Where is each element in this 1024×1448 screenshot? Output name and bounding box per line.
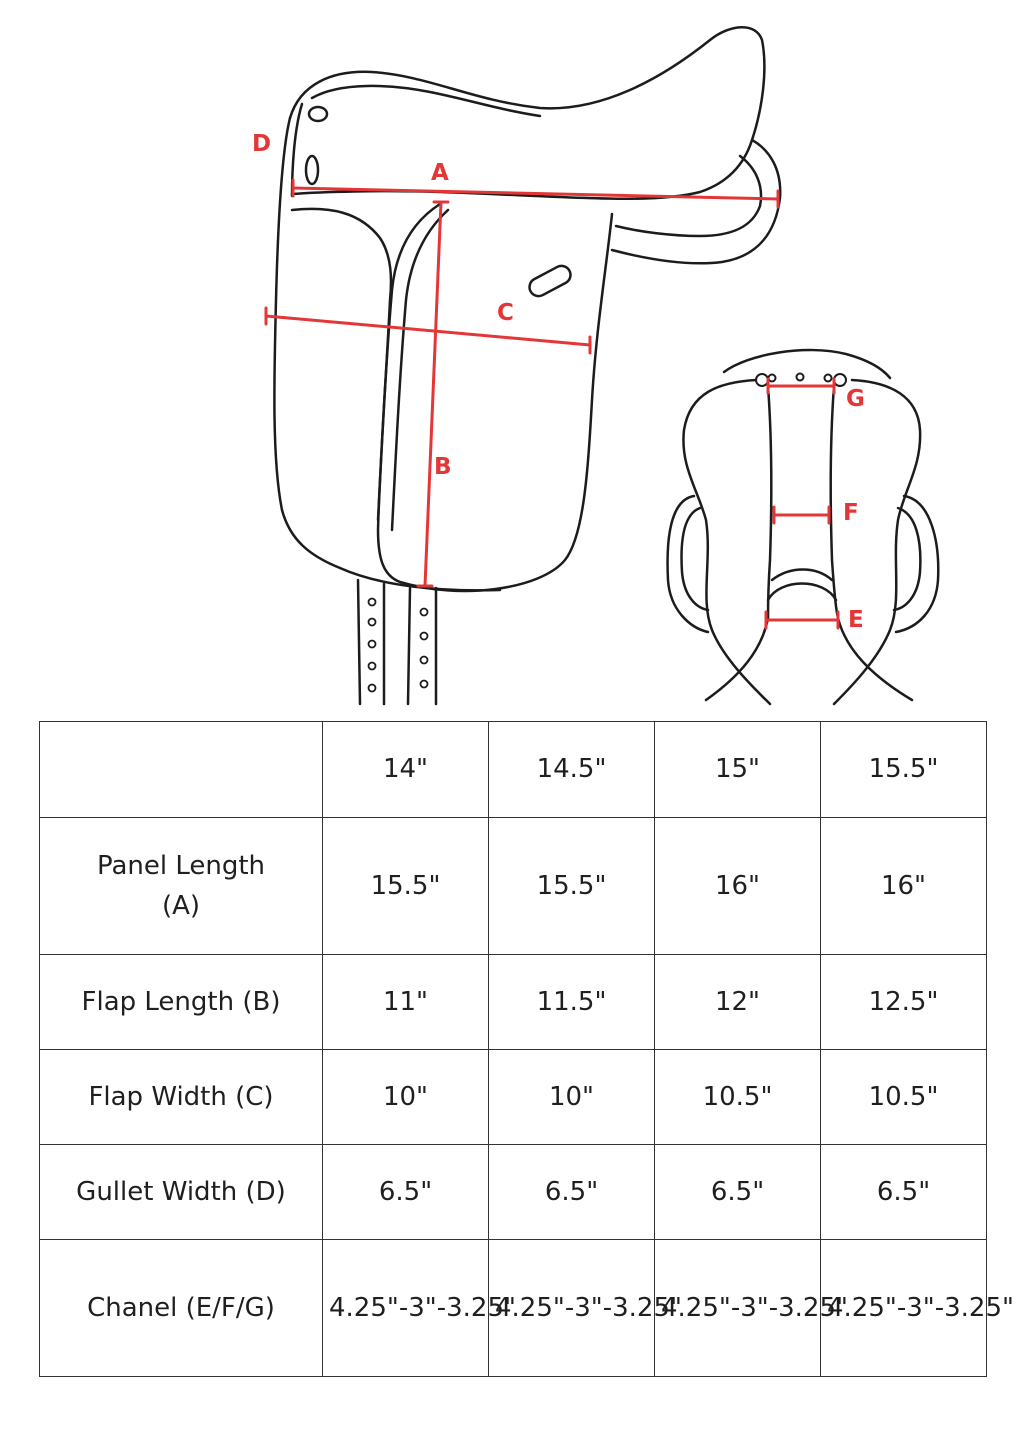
- label-a: A: [431, 160, 449, 186]
- measurement-lines-side: [266, 180, 778, 586]
- table-row: [40, 1050, 987, 1145]
- underside-left-panel: [683, 380, 770, 704]
- label-f: F: [843, 500, 859, 526]
- channel-bottom-arch: [768, 584, 836, 601]
- underside-right-panel: [834, 380, 920, 704]
- underside-left-flap-inner: [682, 508, 708, 610]
- saddle-rear-panel: [612, 140, 780, 263]
- measure-line-b: [425, 202, 441, 586]
- size-chart-table: [39, 721, 1014, 1377]
- measure-line-c: [266, 316, 590, 345]
- label-g: G: [846, 386, 865, 412]
- table-cell: 4.25"-3"-3.25": [323, 1240, 489, 1377]
- table-cell: 15.5": [489, 818, 655, 955]
- underside-right-flap: [896, 496, 938, 632]
- saddle-side-view: [274, 27, 780, 704]
- underside-lower-left: [706, 618, 768, 700]
- saddle-pommel-hole: [309, 107, 327, 121]
- table-header-row: [40, 722, 987, 818]
- label-d: D: [252, 131, 272, 157]
- header-cell-size: 14": [323, 722, 489, 818]
- table-row: [40, 1145, 987, 1240]
- saddle-dee-ring: [306, 156, 318, 184]
- table-cell: 11": [323, 955, 489, 1050]
- table-row: [40, 955, 987, 1050]
- row-label: Panel Length (A): [40, 818, 323, 955]
- table-cell: 12.5": [821, 955, 987, 1050]
- saddle-stirrup-keeper: [526, 263, 573, 300]
- table-cell: 12": [655, 955, 821, 1050]
- saddle-seat-rim: [312, 86, 540, 116]
- stirrup-leather-holes: [369, 599, 428, 692]
- table-cell: 10": [323, 1050, 489, 1145]
- channel-bottom-arch-2: [772, 570, 832, 581]
- table-cell: 6.5": [323, 1145, 489, 1240]
- saddle-measurement-diagram: [0, 0, 1024, 712]
- table-cell: 10.5": [821, 1050, 987, 1145]
- channel-right-edge: [831, 386, 838, 618]
- saddle-pommel-edge: [274, 118, 340, 568]
- header-cell-size: 15": [655, 722, 821, 818]
- table-cell: 6.5": [655, 1145, 821, 1240]
- table-row: [40, 1240, 987, 1377]
- row-label: Flap Length (B): [40, 955, 323, 1050]
- row-label: Flap Width (C): [40, 1050, 323, 1145]
- table-cell: 4.25"-3"-3.25": [821, 1240, 987, 1377]
- table-cell: 4.25"-3"-3.25": [655, 1240, 821, 1377]
- underside-left-flap: [668, 496, 708, 632]
- table-cell: 6.5": [821, 1145, 987, 1240]
- table-cell: 16": [821, 818, 987, 955]
- row-label: Chanel (E/F/G): [40, 1240, 323, 1377]
- table-cell: 16": [655, 818, 821, 955]
- saddle-underside-view: [668, 350, 939, 704]
- header-cell-size: 15.5": [821, 722, 987, 818]
- channel-left-edge: [768, 386, 771, 618]
- table-cell: 10": [489, 1050, 655, 1145]
- table-row: [40, 818, 987, 955]
- table-cell: 15.5": [323, 818, 489, 955]
- label-e: E: [848, 607, 864, 633]
- row-label: Gullet Width (D): [40, 1145, 323, 1240]
- underside-top-cap: [724, 350, 890, 378]
- header-cell-empty: [40, 722, 323, 818]
- header-cell-size: 14.5": [489, 722, 655, 818]
- label-b: B: [434, 454, 452, 480]
- table-cell: 10.5": [655, 1050, 821, 1145]
- table-cell: 6.5": [489, 1145, 655, 1240]
- label-c: C: [497, 300, 514, 326]
- table-cell: 4.25"-3"-3.25": [489, 1240, 655, 1377]
- table-cell: 11.5": [489, 955, 655, 1050]
